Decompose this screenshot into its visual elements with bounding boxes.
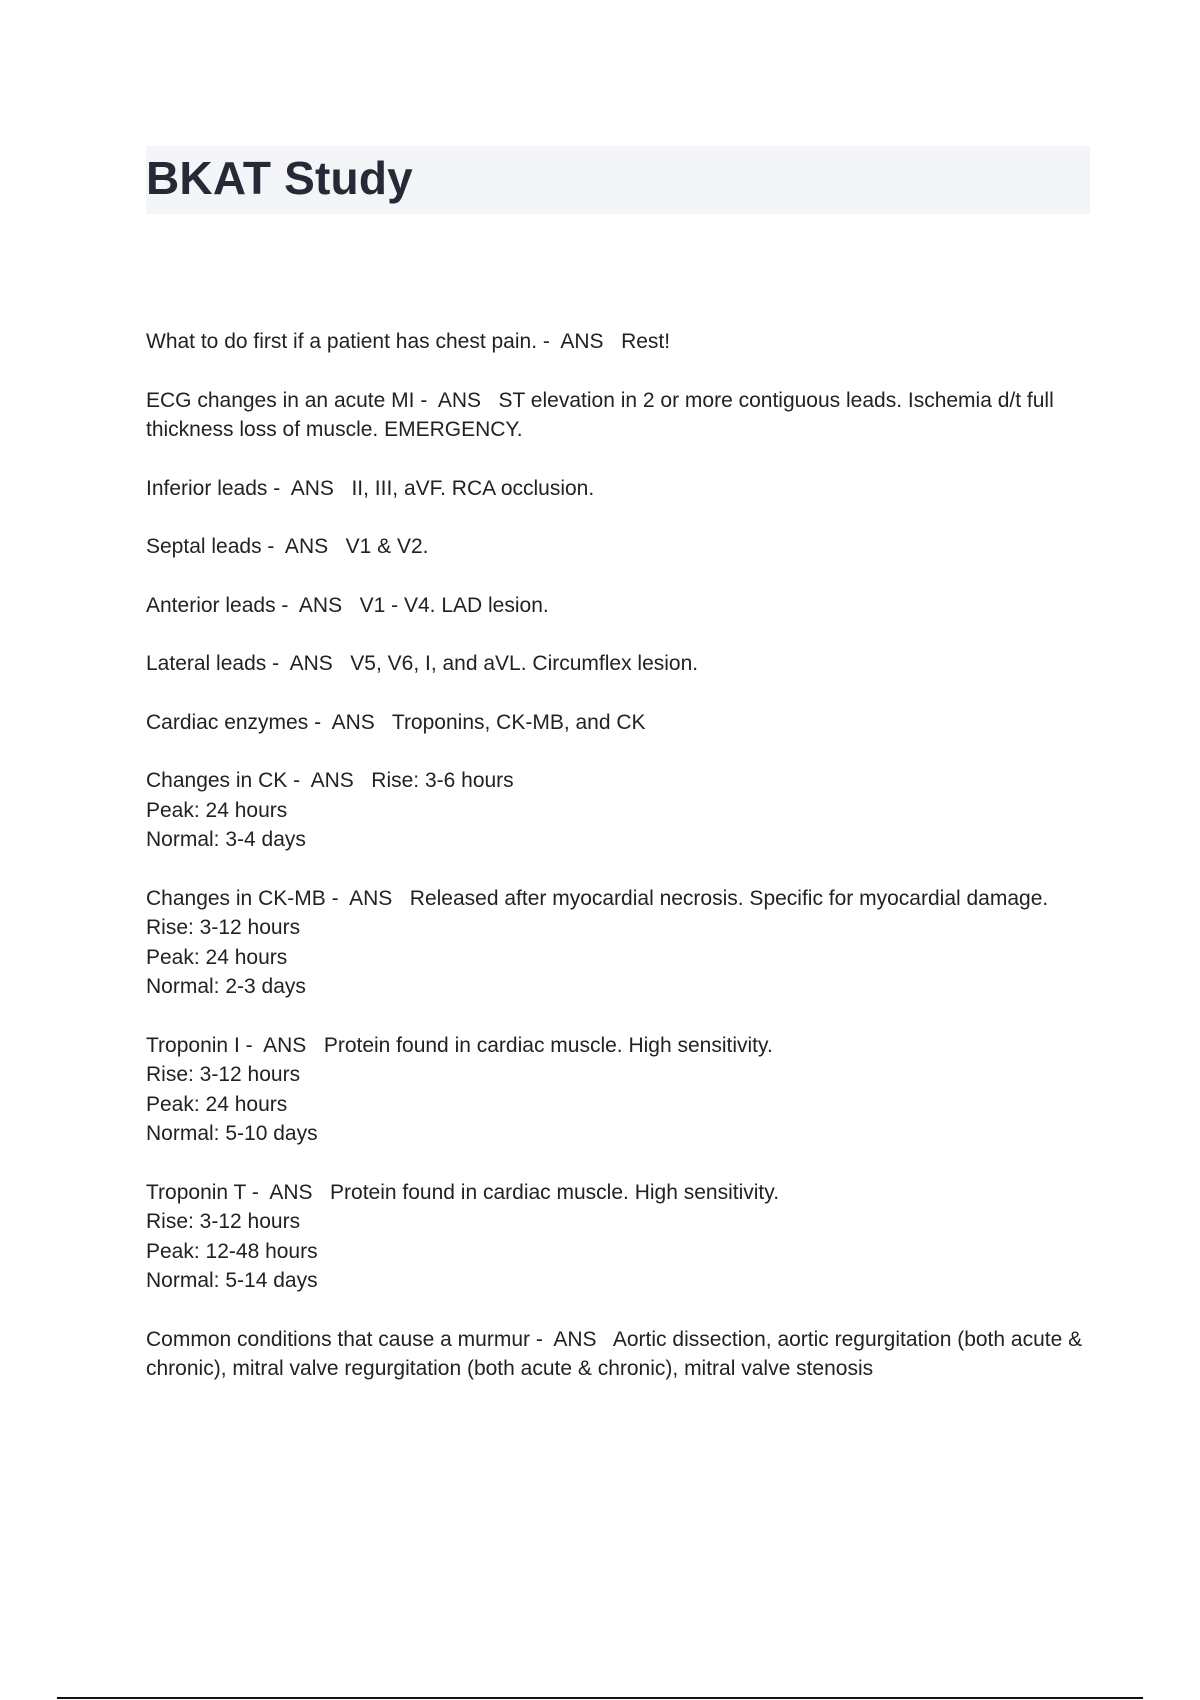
- flashcard-question: Troponin I: [146, 1033, 240, 1057]
- answer-separator: - ANS: [325, 886, 410, 910]
- document-title: BKAT Study: [146, 152, 413, 204]
- flashcard-question: Inferior leads: [146, 476, 268, 500]
- flashcard-answer: Protein found in cardiac muscle. High sensitivity.: [323, 1033, 773, 1057]
- flashcard-answer: Protein found in cardiac muscle. High sensitivity.: [330, 1180, 780, 1204]
- answer-separator: - ANS: [267, 476, 352, 500]
- flashcard-answer-line: Peak: 12-48 hours: [146, 1239, 318, 1263]
- title-banner: [146, 146, 1090, 214]
- flashcard-item: [146, 708, 1090, 738]
- answer-separator: - ANS: [530, 1327, 613, 1351]
- answer-separator: - ANS: [308, 710, 392, 734]
- answer-separator: - ANS: [266, 652, 351, 675]
- flashcard-answer-line: Normal: 2-3 days: [146, 975, 306, 998]
- flashcard-item: [146, 1178, 1090, 1296]
- flashcard-item: [146, 884, 1090, 1002]
- flashcard-item: [146, 591, 1090, 621]
- flashcard-question: Cardiac enzymes: [146, 710, 309, 734]
- flashcard-answer-line: Rise: 3-12 hours: [146, 916, 301, 939]
- answer-separator: - ANS: [261, 535, 346, 558]
- flashcard-item: [146, 532, 1090, 562]
- flashcard-answer: ST elevation in 2 or more contiguous leads. Ischemia d/t full thickness loss of muscle. EMERGENCY.: [146, 388, 1054, 441]
- flashcard-answer-line: Peak: 24 hours: [146, 1092, 288, 1116]
- flashcard-question: Changes in CK-MB: [146, 886, 326, 910]
- flashcard-question: Common conditions that cause a murmur: [146, 1327, 530, 1351]
- flashcard-answer-line: Rise: 3-12 hours: [146, 1063, 301, 1086]
- answer-separator: - ANS: [414, 388, 499, 412]
- flashcard-item: [146, 474, 1090, 504]
- flashcard-answer-line: Normal: 5-10 days: [146, 1122, 318, 1145]
- flashcard-answer: Aortic dissection, aortic regurgitation (both acute & chronic), mitral valve regurgitation (both acute & chronic), mitral valve stenosis: [146, 1327, 1083, 1380]
- flashcard-question: Lateral leads: [146, 652, 267, 675]
- flashcard-answer: Rest!: [621, 330, 671, 353]
- footer-rule: [57, 1697, 1143, 1699]
- flashcard-answer: V1 & V2.: [345, 535, 429, 558]
- flashcard-answer-line: Peak: 24 hours: [146, 945, 288, 969]
- flashcard-item: [146, 386, 1090, 445]
- flashcard-answer-line: Normal: 3-4 days: [146, 828, 306, 851]
- answer-separator: - ANS: [287, 769, 372, 792]
- flashcard-answer: Released after myocardial necrosis. Specific for myocardial damage.: [409, 886, 1049, 910]
- flashcard-item: [146, 327, 1090, 357]
- flashcard-answer: V5, V6, I, and aVL. Circumflex lesion.: [350, 652, 699, 675]
- flashcard-answer: II, III, aVF. RCA occlusion.: [351, 476, 595, 500]
- answer-separator: - ANS: [275, 593, 360, 617]
- answer-separator: - ANS: [246, 1180, 331, 1204]
- answer-separator: - ANS: [537, 330, 622, 353]
- flashcard-item: [146, 649, 1090, 679]
- flashcard-question: Septal leads: [146, 535, 262, 558]
- flashcard-item: [146, 766, 1090, 855]
- flashcard-item: [146, 1325, 1090, 1384]
- flashcard-item: [146, 1031, 1090, 1149]
- flashcard-question: Anterior leads: [146, 593, 276, 617]
- flashcard-answer-line: Peak: 24 hours: [146, 798, 288, 822]
- flashcard-question: Troponin T: [146, 1180, 247, 1204]
- flashcard-list: [146, 327, 1090, 1413]
- answer-separator: - ANS: [239, 1033, 324, 1057]
- flashcard-answer-line: Normal: 5-14 days: [146, 1269, 318, 1292]
- flashcard-question: Changes in CK: [146, 769, 288, 792]
- flashcard-question: What to do first if a patient has chest pain.: [146, 330, 538, 353]
- flashcard-answer: Rise: 3-6 hours: [371, 769, 514, 792]
- flashcard-answer: V1 - V4. LAD lesion.: [359, 593, 549, 617]
- flashcard-answer-line: Rise: 3-12 hours: [146, 1210, 301, 1233]
- flashcard-question: ECG changes in an acute MI: [146, 388, 415, 412]
- flashcard-answer: Troponins, CK-MB, and CK: [391, 710, 646, 734]
